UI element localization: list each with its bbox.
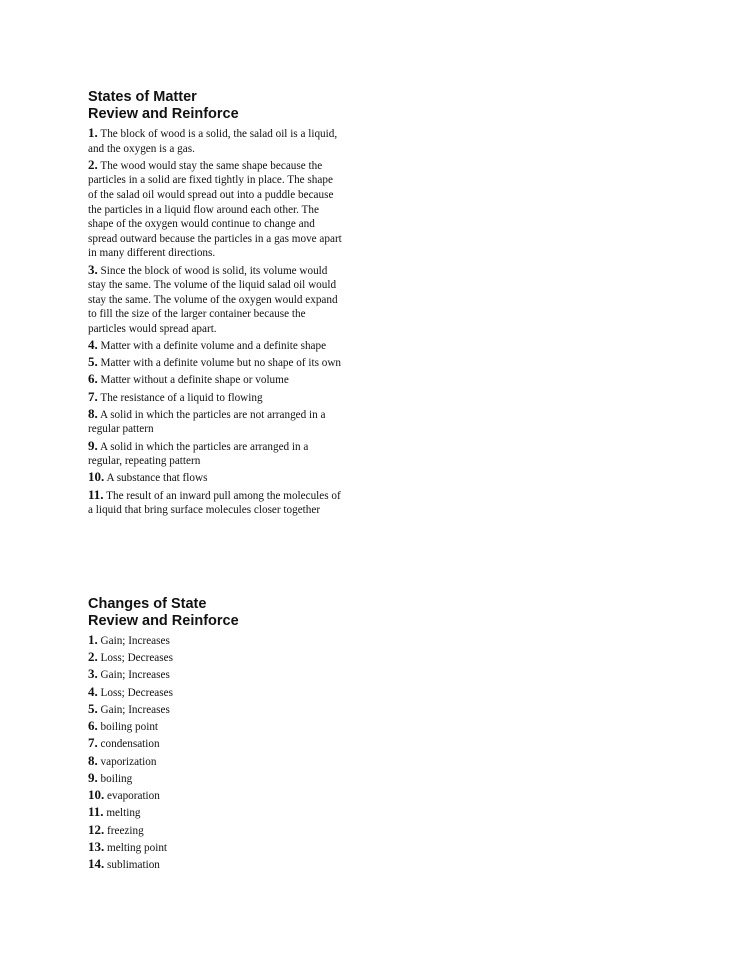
answer-text: Matter with a definite volume but no shape of its own [100,357,342,370]
answer-text: Matter without a definite shape or volume [100,374,289,387]
answer-text: A substance that flows [106,472,208,485]
answer-item [88,685,344,701]
answer-text: Gain; Increases [100,635,170,647]
answer-number: 9. [88,769,98,785]
answer-text: evaporation [107,790,160,803]
answer-text: sublimation [107,859,160,872]
answer-text: melting [106,807,141,820]
answer-item [88,702,344,718]
answer-number: 12. [88,821,105,837]
answer-number: 13. [88,838,105,854]
answer-number: 1. [88,125,98,140]
answer-text: freezing [107,824,144,837]
answer-item [88,390,344,406]
section-title [88,596,344,630]
answer-item [88,736,344,752]
answer-item [88,650,344,666]
answer-text: The block of wood is a solid, the salad oil is a liquid, and the oxygen is a gas. [88,128,338,155]
section-title [88,89,344,123]
answer-text: melting point [107,841,168,854]
answer-number: 6. [88,718,98,734]
answer-text: Since the block of wood is solid, its volume would stay the same. The volume of the liquid salad oil would stay the same. The volume of the oxygen would expand to fill the size of the larger container because the particles would spread apart. [88,264,338,335]
answer-number: 14. [88,856,105,872]
answer-number: 11. [88,804,104,820]
answer-number: 7. [88,735,98,751]
answer-text: boiling [100,772,133,785]
answer-list [88,633,344,873]
answer-text: The resistance of a liquid to flowing [100,391,263,404]
answer-number: 10. [88,787,105,803]
answer-item [88,263,344,337]
answer-item [88,771,344,787]
answer-item [88,126,344,156]
answer-number: 11. [88,486,104,502]
answer-number: 10. [88,469,105,485]
answer-number: 7. [88,388,98,404]
answer-number: 1. [88,632,98,647]
answer-number: 4. [88,683,98,699]
answer-text: Gain; Increases [100,703,170,716]
answer-number: 9. [88,437,98,453]
answer-number: 4. [88,337,98,353]
answer-item [88,823,344,839]
answer-item [88,439,344,469]
answer-text: A solid in which the particles are arranged in a regular, repeating pattern [88,440,309,468]
section-title-line1: Changes of State [88,596,207,612]
answer-number: 8. [88,752,98,768]
answer-item [88,338,344,354]
answer-item [88,407,344,437]
section-states-of-matter [88,89,344,519]
answer-text: boiling point [100,721,159,734]
section-title-line1: States of Matter [88,89,197,105]
answer-number: 2. [88,156,98,172]
answer-item [88,667,344,683]
answer-text: condensation [100,738,160,751]
answer-number: 6. [88,371,98,387]
answer-item [88,470,344,486]
answer-item [88,857,344,873]
answer-list [88,126,344,518]
answer-item [88,633,344,649]
answer-number: 5. [88,354,98,370]
answer-number: 3. [88,261,98,277]
answer-item [88,488,344,518]
answer-number: 8. [88,405,98,421]
answer-text: Gain; Increases [100,669,170,682]
answer-number: 2. [88,649,98,665]
answer-item [88,840,344,856]
answer-item [88,719,344,735]
answer-item [88,805,344,821]
answer-item [88,788,344,804]
answer-item [88,372,344,388]
answer-text: The result of an inward pull among the molecules of a liquid that bring surface molecules closer together [88,489,341,517]
answer-item [88,754,344,770]
section-title-line2: Review and Reinforce [88,613,239,629]
answer-text: A solid in which the particles are not arranged in a regular pattern [88,408,326,436]
answer-text: vaporization [100,755,157,768]
answer-text: Loss; Decreases [100,652,173,665]
answer-text: Matter with a definite volume and a definite shape [100,340,327,353]
section-changes-of-state [88,596,344,874]
answer-number: 3. [88,666,98,682]
answer-number: 5. [88,700,98,716]
answer-text: Loss; Decreases [100,686,173,699]
answer-item [88,158,344,261]
answer-text: The wood would stay the same shape because the particles in a solid are fixed tightly in place. The shape of the salad oil would spread out into a puddle because the particles in a liquid flow around each other. The shape of the oxygen would continue to change and spread outward because the particles in a gas move apart in many different directions. [88,159,342,260]
answer-item [88,355,344,371]
section-title-line2: Review and Reinforce [88,106,239,122]
